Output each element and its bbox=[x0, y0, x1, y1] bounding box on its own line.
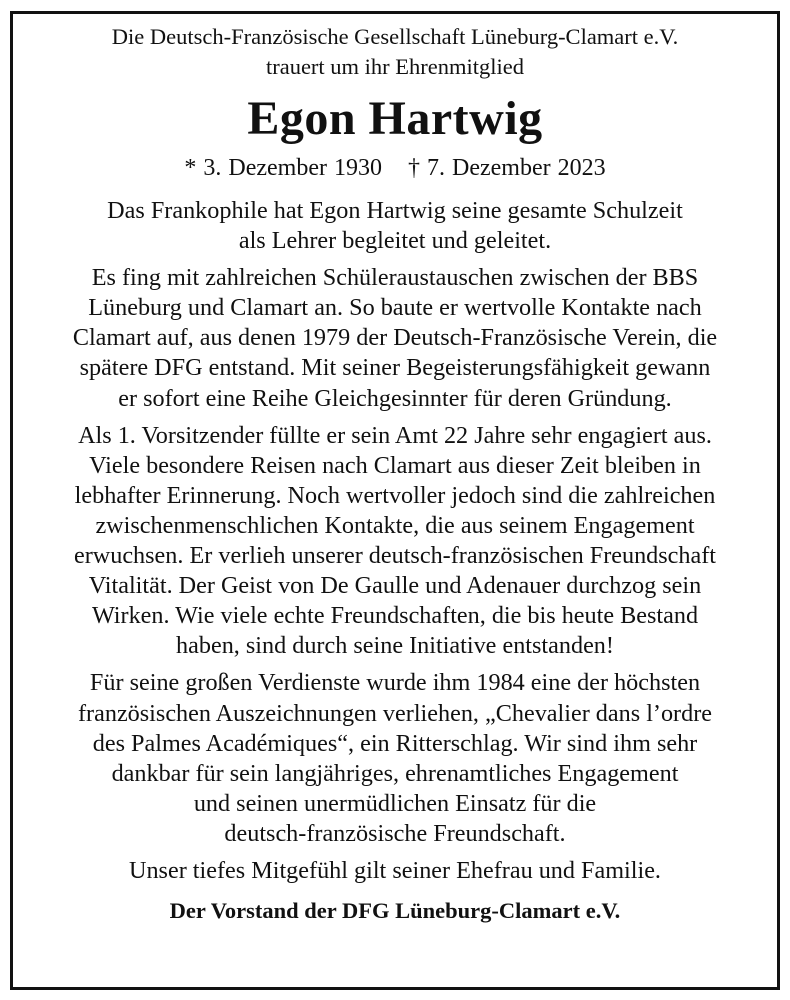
paragraph-3 bbox=[16, 421, 774, 662]
birth-date: * 3. Dezember 1930 bbox=[184, 155, 382, 181]
text-line: spätere DFG entstand. Mit seiner Begeisterungsfähigkeit gewann bbox=[79, 354, 711, 382]
mourning-line: trauert um ihr Ehrenmitglied bbox=[265, 54, 525, 79]
obituary-notice bbox=[16, 22, 774, 926]
text-line: Wirken. Wie viele echte Freundschaften, die bis heute Bestand bbox=[91, 602, 699, 630]
paragraph-1 bbox=[16, 196, 774, 256]
organization-line: Die Deutsch-Französische Gesellschaft Lüneburg-Clamart e.V. bbox=[111, 24, 679, 49]
text-line: Clamart auf, aus denen 1979 der Deutsch-Französische Verein, die bbox=[72, 324, 718, 352]
text-line: Viele besondere Reisen nach Clamart aus dieser Zeit bleiben in bbox=[89, 451, 701, 479]
text-line: des Palmes Académiques“, ein Ritterschlag. Wir sind ihm sehr bbox=[92, 729, 698, 757]
text-line: erwuchsen. Er verlieh unserer deutsch-französischen Freundschaft bbox=[73, 542, 717, 570]
text-line: Vitalität. Der Geist von De Gaulle und Adenauer durchzog sein bbox=[88, 572, 702, 600]
signature: Der Vorstand der DFG Lüneburg-Clamart e.V. bbox=[169, 897, 621, 923]
text-line: Als 1. Vorsitzender füllte er sein Amt 22 Jahre sehr engagiert aus. bbox=[78, 421, 712, 449]
text-line: dankbar für sein langjähriges, ehrenamtliches Engagement bbox=[111, 759, 679, 787]
text-line: deutsch-französische Freundschaft. bbox=[224, 819, 566, 847]
text-line: Es fing mit zahlreichen Schüleraustauschen zwischen der BBS bbox=[91, 264, 699, 292]
text-line: Das Frankophile hat Egon Hartwig seine gesamte Schulzeit bbox=[107, 197, 683, 224]
text-line: französischen Auszeichnungen verliehen, „Chevalier dans l’ordre bbox=[78, 699, 712, 727]
text-line: und seinen unermüdlichen Einsatz für die bbox=[193, 789, 597, 817]
text-line: Lüneburg und Clamart an. So baute er wertvolle Kontakte nach bbox=[88, 294, 702, 322]
text-line: er sofort eine Reihe Gleichgesinnter für deren Gründung. bbox=[118, 384, 672, 412]
paragraph-2 bbox=[16, 263, 774, 413]
deceased-name: Egon Hartwig bbox=[247, 92, 543, 145]
text-line: als Lehrer begleitet und geleitet. bbox=[238, 227, 552, 255]
text-line: haben, sind durch seine Initiative entstanden! bbox=[176, 632, 614, 660]
condolence-line: Unser tiefes Mitgefühl gilt seiner Ehefrau und Familie. bbox=[129, 856, 661, 884]
text-line: zwischenmenschlichen Kontakte, die aus seinem Engagement bbox=[95, 511, 695, 539]
life-dates bbox=[16, 152, 774, 184]
text-line: Für seine großen Verdienste wurde ihm 1984 eine der höchsten bbox=[89, 669, 701, 697]
death-date: † 7. Dezember 2023 bbox=[408, 155, 606, 181]
paragraph-4 bbox=[16, 668, 774, 849]
text-line: lebhafter Erinnerung. Noch wertvoller jedoch sind die zahlreichen bbox=[74, 481, 716, 509]
